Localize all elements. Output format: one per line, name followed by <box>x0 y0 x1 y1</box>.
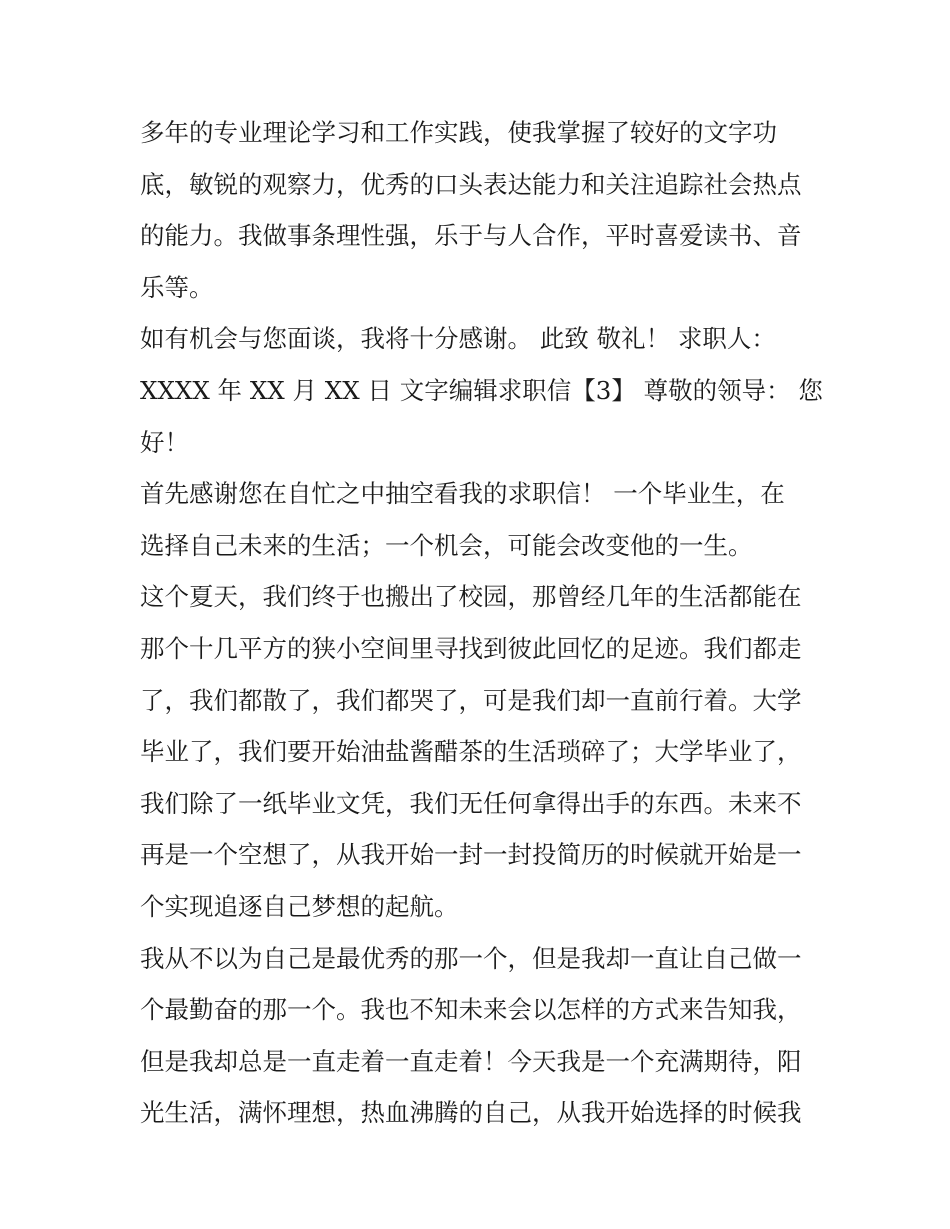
text-line-6: XXXX 年 XX 月 XX 日 文字编辑求职信【3】 尊敬的领导： 您 <box>140 375 823 405</box>
text-line-16: 个实现追逐自己梦想的起航。 <box>140 891 459 921</box>
text-line-7: 好！ <box>140 427 189 457</box>
text-line-12: 了，我们都散了，我们都哭了，可是我们却一直前行着。大学 <box>140 685 802 715</box>
text-line-18: 个最勤奋的那一个。我也不知未来会以怎样的方式来告知我， <box>140 995 802 1025</box>
text-line-10: 这个夏天，我们终于也搬出了校园，那曾经几年的生活都能在 <box>140 582 802 612</box>
text-line-5: 如有机会与您面谈，我将十分感谢。 此致 敬礼！ 求职人： <box>140 324 776 354</box>
text-line-19: 但是我却总是一直走着一直走着！今天我是一个充满期待，阳 <box>140 1046 802 1076</box>
body-text <box>140 107 823 1139</box>
text-line-14: 我们除了一纸毕业文凭，我们无任何拿得出手的东西。未来不 <box>140 788 802 818</box>
text-line-2: 底，敏锐的观察力，优秀的口头表达能力和关注追踪社会热点 <box>140 169 802 199</box>
text-line-3: 的能力。我做事条理性强，乐于与人合作，平时喜爱读书、音 <box>140 221 802 251</box>
text-line-20: 光生活，满怀理想，热血沸腾的自己，从我开始选择的时候我 <box>140 1098 802 1128</box>
text-line-9: 选择自己未来的生活；一个机会，可能会改变他的一生。 <box>140 530 753 560</box>
text-line-4: 乐等。 <box>140 272 214 302</box>
text-line-1: 多年的专业理论学习和工作实践，使我掌握了较好的文字功 <box>140 118 777 147</box>
text-line-8: 首先感谢您在自忙之中抽空看我的求职信！ 一个毕业生，在 <box>140 479 785 509</box>
text-line-11: 那个十几平方的狭小空间里寻找到彼此回忆的足迹。我们都走 <box>140 633 802 663</box>
text-line-17: 我从不以为自己是最优秀的那一个，但是我却一直让自己做一 <box>140 943 802 973</box>
text-line-13: 毕业了，我们要开始油盐酱醋茶的生活琐碎了；大学毕业了， <box>140 737 802 767</box>
text-line-15: 再是一个空想了，从我开始一封一封投简历的时候就开始是一 <box>140 840 802 870</box>
